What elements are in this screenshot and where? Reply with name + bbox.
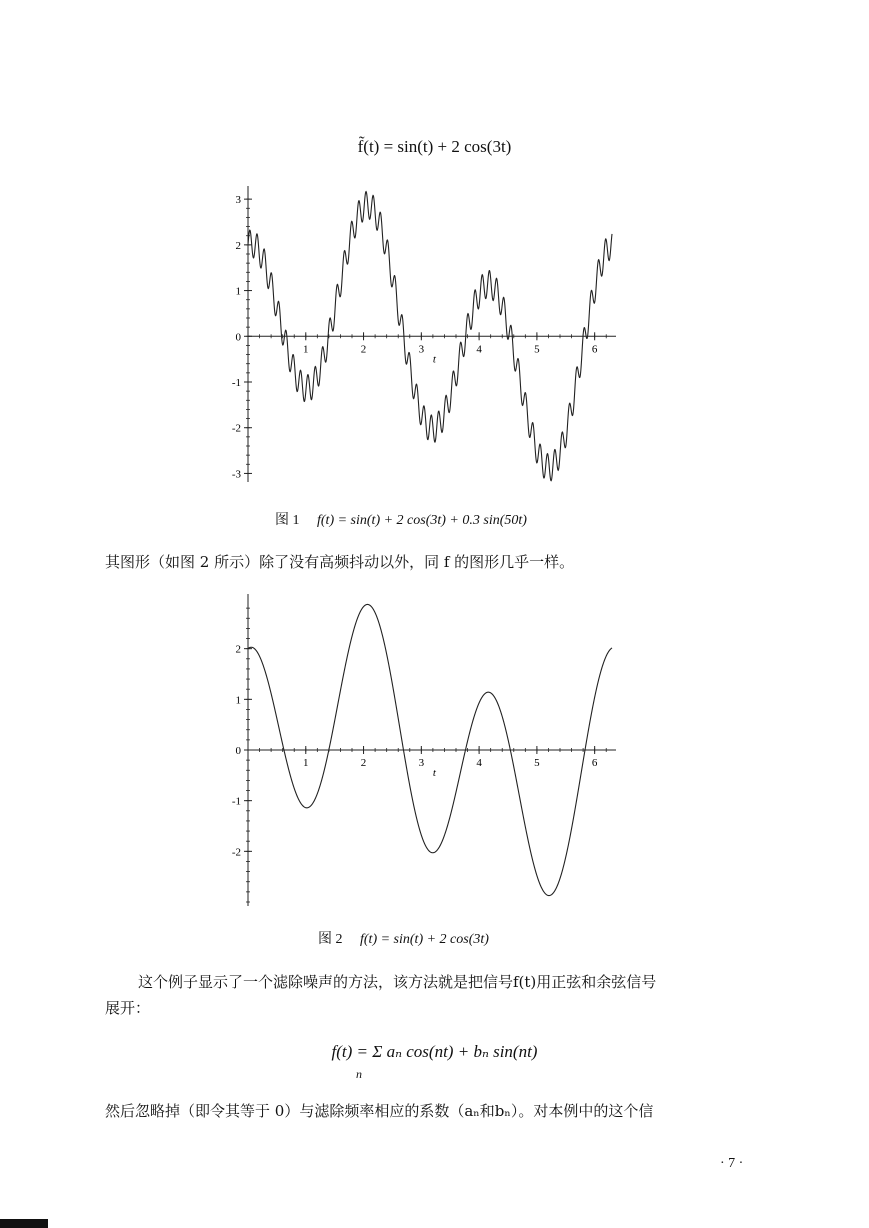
- fig1-y-tick-label: 1: [235, 285, 241, 298]
- fig1-y-tick-label: 3: [235, 194, 241, 207]
- fig2-x-tick-label: 4: [476, 757, 482, 769]
- figure1-chart: [200, 178, 640, 493]
- fig2-x-tick-label: 6: [591, 757, 598, 769]
- fig1-x-tick-label: 4: [476, 343, 482, 356]
- fig1-y-tick-label: 0: [235, 331, 241, 344]
- fourier-sum-index: n: [356, 1067, 362, 1081]
- fig1-x-tick-label: 3: [418, 343, 425, 356]
- figure2-caption-formula: f(t) = sin(t) + 2 cos(3t): [360, 932, 489, 947]
- paragraph-1: 其图形（如图 2 所示）除了没有高频抖动以外，同 f 的图形几乎一样。: [105, 553, 575, 571]
- figure2-caption: [318, 928, 489, 948]
- fig1-y-tick-label: -1: [231, 377, 241, 389]
- figure2-x-axis-label: t: [432, 767, 436, 779]
- fig2-y-tick-label: 0: [235, 745, 241, 757]
- fig1-x-tick-label: 5: [534, 343, 540, 356]
- figure1-ticks: [232, 194, 606, 480]
- figure1-x-axis-label: t: [432, 353, 436, 366]
- fig2-x-tick-label: 1: [303, 757, 309, 769]
- figure1-caption-formula: f(t) = sin(t) + 2 cos(3t) + 0.3 sin(50t): [317, 513, 527, 528]
- page-number: · 7 ·: [720, 1156, 744, 1171]
- fig2-x-tick-label: 3: [418, 757, 425, 769]
- paragraph-2-line-2: 展开：: [105, 999, 151, 1017]
- fig2-x-tick-label: 2: [360, 757, 367, 769]
- figure2-chart: [200, 590, 640, 910]
- fig2-y-tick-label: -1: [231, 795, 241, 808]
- figure1-caption-label: 图 1: [275, 513, 300, 528]
- fig2-x-tick-label: 5: [534, 757, 540, 769]
- fig2-y-tick-label: -2: [231, 846, 241, 859]
- figure2-caption-label: 图 2: [318, 932, 343, 947]
- fig1-y-tick-label: -3: [231, 468, 241, 481]
- fig1-x-tick-label: 2: [360, 343, 367, 356]
- top-formula: f̃(t) = sin(t) + 2 cos(3t): [357, 137, 512, 156]
- paragraph-2-line-1: 这个例子显示了一个滤除噪声的方法，该方法就是把信号f(t)用正弦和余弦信号: [138, 973, 657, 991]
- figure2-ticks: [232, 608, 606, 902]
- figure2-axes: [248, 594, 616, 906]
- fig2-y-tick-label: 2: [235, 643, 241, 656]
- fig1-y-tick-label: 2: [235, 239, 241, 252]
- fig2-y-tick-label: 1: [235, 694, 241, 707]
- paragraph-3: 然后忽略掉（即令其等于 0）与滤除频率相应的系数（aₙ和bₙ）。对本例中的这个信: [105, 1102, 654, 1120]
- fig1-y-tick-label: -2: [231, 422, 241, 435]
- fig1-x-tick-label: 1: [303, 343, 309, 356]
- fourier-formula: f(t) = Σ aₙ cos(nt) + bₙ sin(nt): [331, 1042, 538, 1061]
- scan-artifact-bar: [0, 1219, 48, 1228]
- figure1-caption: [275, 509, 527, 529]
- fig1-x-tick-label: 6: [591, 343, 598, 356]
